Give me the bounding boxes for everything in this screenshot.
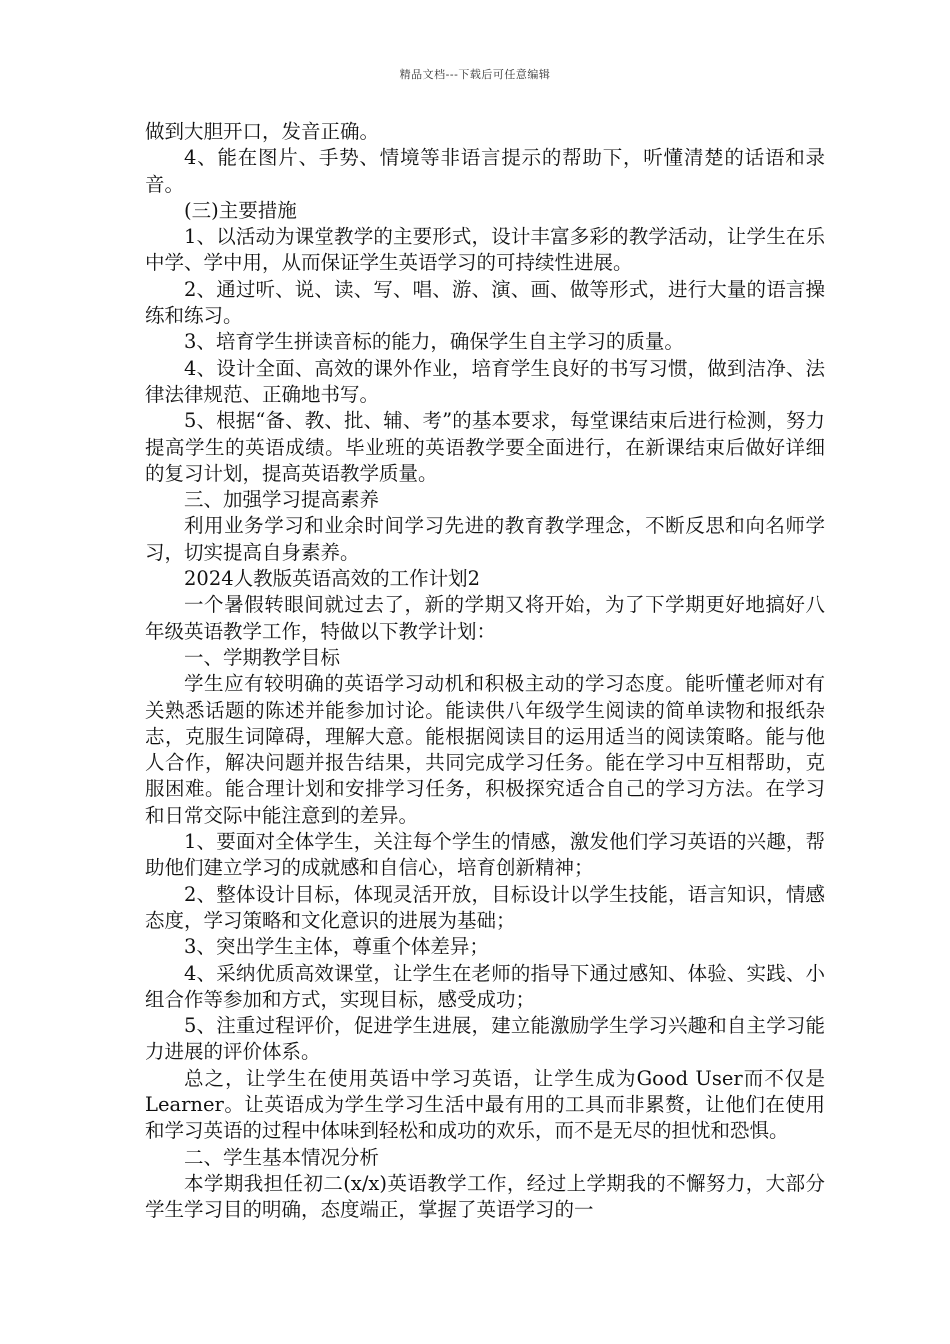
paragraph: 4、采纳优质高效课堂，让学生在老师的指导下通过感知、体验、实践、小组合作等参加和方式，实现目标，感受成功； xyxy=(145,961,825,1011)
page-header: 精品文档---下载后可任意编辑 xyxy=(399,68,551,81)
paragraph: 1、要面对全体学生，关注每个学生的情感，激发他们学习英语的兴趣，帮助他们建立学习的成就感和自信心，培育创新精神； xyxy=(145,830,825,880)
paragraph: 做到大胆开口，发音正确。 xyxy=(145,120,380,143)
paragraph: 1、以活动为课堂教学的主要形式，设计丰富多彩的教学活动，让学生在乐中学、学中用，从而保证学生英语学习的可持续性进展。 xyxy=(145,225,825,275)
paragraph: 4、能在图片、手势、情境等非语言提示的帮助下，听懂清楚的话语和录音。 xyxy=(145,146,825,196)
paragraph: 5、注重过程评价，促进学生进展，建立能激励学生学习兴趣和自主学习能力进展的评价体系。 xyxy=(145,1014,825,1064)
paragraph: 5、根据“备、教、批、辅、考”的基本要求，每堂课结束后进行检测，努力提高学生的英语成绩。毕业班的英语教学要全面进行，在新课结束后做好详细的复习计划，提高英语教学质量。 xyxy=(145,409,825,485)
paragraph: 3、突出学生主体，尊重个体差异； xyxy=(184,935,489,959)
paragraph: 2024人教版英语高效的工作计划2 xyxy=(184,567,481,591)
document-body xyxy=(145,119,825,1223)
paragraph: 4、设计全面、高效的课外作业，培育学生良好的书写习惯，做到洁净、法律法律规范、正确地书写。 xyxy=(145,356,825,406)
paragraph: 总之，让学生在使用英语中学习英语，让学生成为Good User而不仅是Learner。让英语成为学生学习生活中最有用的工具而非累赘，让他们在使用和学习英语的过程中体味到轻松和成功的欢乐，而不是无尽的担忧和恐惧。 xyxy=(145,1066,825,1143)
paragraph: (三)主要措施 xyxy=(184,198,297,222)
paragraph: 本学期我担任初二(x/x)英语教学工作，经过上学期我的不懈努力，大部分学生学习目的明确，态度端正，掌握了英语学习的一 xyxy=(145,1171,825,1222)
paragraph: 3、培育学生拼读音标的能力，确保学生自主学习的质量。 xyxy=(184,330,684,354)
paragraph: 二、学生基本情况分析 xyxy=(184,1145,380,1169)
paragraph: 学生应有较明确的英语学习动机和积极主动的学习态度。能听懂老师对有关熟悉话题的陈述并能参加讨论。能读供八年级学生阅读的简单读物和报纸杂志，克服生词障碍，理解大意。能根据阅读目的运用适当的阅读策略。能与他人合作，解决问题并报告结果，共同完成学习任务。能在学习中互相帮助，克服困难。能合理计划和安排学习任务，积极探究适合自己的学习方法。在学习和日常交际中能注意到的差异。 xyxy=(145,672,825,827)
paragraph: 2、整体设计目标，体现灵活开放，目标设计以学生技能，语言知识，情感态度，学习策略和文化意识的进展为基础； xyxy=(145,882,825,932)
paragraph: 三、加强学习提高素养 xyxy=(184,488,380,512)
paragraph: 利用业务学习和业余时间学习先进的教育教学理念，不断反思和向名师学习，切实提高自身素养。 xyxy=(145,514,825,564)
paragraph: 一个暑假转眼间就过去了，新的学期又将开始，为了下学期更好地搞好八年级英语教学工作，特做以下教学计划： xyxy=(145,593,825,643)
paragraph: 2、通过听、说、读、写、唱、游、演、画、做等形式，进行大量的语言操练和练习。 xyxy=(145,277,825,328)
paragraph: 一、学期教学目标 xyxy=(184,645,341,669)
